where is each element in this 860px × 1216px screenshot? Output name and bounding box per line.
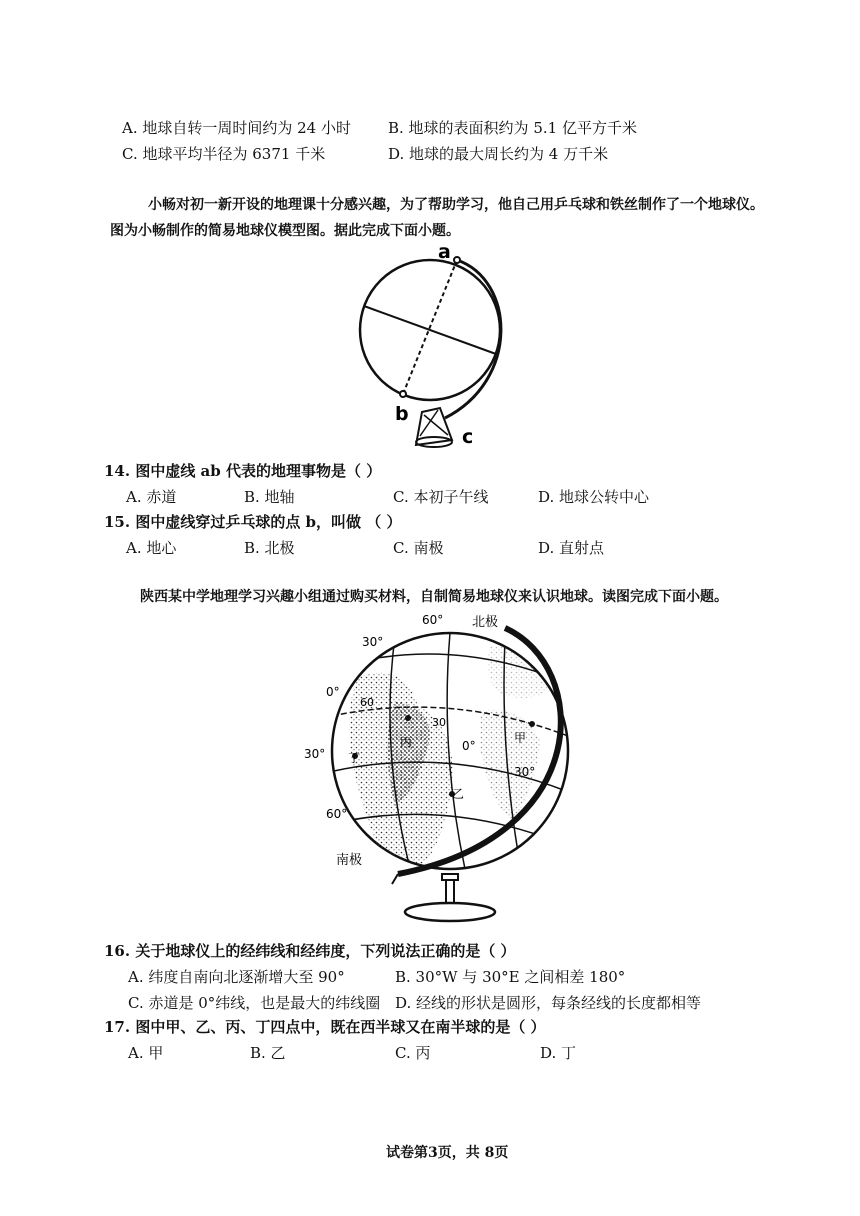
q17-stem: 17. 图中甲、乙、丙、丁四点中，既在西半球又在南半球的是（ ） (104, 1018, 546, 1036)
intro1-line1: 小畅对初一新开设的地理课十分感兴趣，为了帮助学习，他自己用乒乓球和铁丝制作了一个地球仪。 (148, 197, 764, 213)
q17-option-c: C. 丙 (395, 1044, 431, 1062)
q16-option-b: B. 30°W 与 30°E 之间相差 180° (395, 968, 626, 986)
label-a: a (438, 241, 451, 263)
label-north-pole: 北极 (472, 615, 499, 630)
intro2-line1: 陕西某中学地理学习兴趣小组通过购买材料，自制简易地球仪来认识地球。读图完成下面小题。 (140, 589, 728, 605)
q13-option-a: A. 地球自转一周时间约为 24 小时 (122, 119, 351, 137)
q15-option-d: D. 直射点 (538, 539, 605, 557)
q13-option-d: D. 地球的最大周长约为 4 万千米 (388, 145, 609, 163)
q17-option-d: D. 丁 (540, 1044, 577, 1062)
q14-option-d: D. 地球公转中心 (538, 488, 650, 506)
q13-option-b: B. 地球的表面积约为 5.1 亿平方千米 (388, 119, 637, 137)
label-b: b (395, 403, 409, 425)
label-lat-30-right: 30° (514, 765, 536, 779)
label-60-inner: 60 (360, 696, 374, 709)
q15-option-c: C. 南极 (393, 539, 444, 557)
label-point-bing: 丙 (400, 735, 413, 749)
q16-option-c: C. 赤道是 0°纬线，也是最大的纬线圈 (128, 994, 381, 1012)
q14-option-a: A. 赤道 (126, 488, 177, 506)
label-south-pole: 南极 (336, 853, 363, 868)
label-lat-60-top: 60° (422, 613, 444, 627)
figure-simple-globe (340, 240, 520, 455)
q15-option-b: B. 北极 (244, 539, 295, 557)
label-lat-60-bottom: 60° (326, 807, 348, 821)
axis-dashed-line (403, 260, 457, 394)
label-point-ding: 丁 (348, 751, 361, 765)
q14-stem: 14. 图中虚线 ab 代表的地理事物是（ ） (104, 462, 382, 480)
label-point-yi: 乙 (452, 787, 465, 801)
label-lon-0-left: 0° (326, 685, 340, 699)
figure-globe-graticule (300, 606, 590, 930)
globe-stand-base (405, 903, 495, 921)
q14-option-b: B. 地轴 (244, 488, 295, 506)
q13-option-c: C. 地球平均半径为 6371 千米 (122, 145, 326, 163)
q14-option-c: C. 本初子午线 (393, 488, 489, 506)
q15-stem: 15. 图中虚线穿过乒乓球的点 b，叫做 （ ） (104, 513, 402, 531)
q17-option-b: B. 乙 (250, 1044, 286, 1062)
label-c: c (462, 426, 474, 448)
intro1-line2: 图为小畅制作的简易地球仪模型图。据此完成下面小题。 (110, 223, 460, 239)
q16-stem: 16. 关于地球仪上的经纬线和经纬度，下列说法正确的是（ ） (104, 942, 516, 960)
label-lat-30-left: 30° (362, 635, 384, 649)
label-30-inner: 30 (432, 716, 446, 729)
equator-line (364, 306, 496, 354)
q17-option-a: A. 甲 (128, 1044, 164, 1062)
page-footer: 试卷第3页，共 8页 (386, 1145, 509, 1161)
q16-option-a: A. 纬度自南向北逐渐增大至 90° (128, 968, 345, 986)
q16-option-d: D. 经线的形状是圆形，每条经线的长度都相等 (395, 994, 702, 1012)
label-point-jia: 甲 (514, 731, 527, 745)
q15-option-a: A. 地心 (126, 539, 177, 557)
label-lon-0-mid: 0° (462, 739, 476, 753)
label-lat-30-mid: 30° (304, 747, 326, 761)
continent-europe (488, 645, 552, 698)
